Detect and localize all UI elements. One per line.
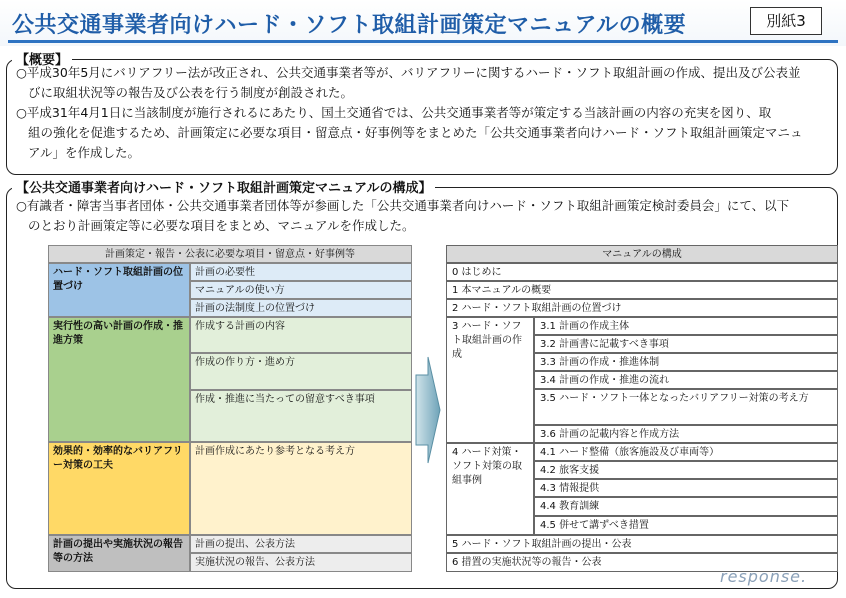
- section-0: 0 はじめに: [446, 263, 838, 281]
- right-arrow-icon: [414, 355, 442, 465]
- section-2: 2 ハード・ソフト取組計画の位置づけ: [446, 299, 838, 317]
- overview-label: 【概要】: [12, 49, 72, 68]
- overview-line-3: ○平成31年4月1日に当該制度が施行されるにあたり、国土交通省では、公共交通事業者等が策定する当該計画の内容の充実を図り、取: [16, 105, 772, 120]
- item-necessity: 計画の必要性: [190, 263, 412, 281]
- section-3-2: 3.2 計画書に記載すべき事項: [534, 335, 838, 353]
- item-submission-method: 計画の提出、公表方法: [190, 535, 412, 553]
- overview-line-1: ○平成30年5月にバリアフリー法が改正され、公共交通事業者等が、バリアフリーに関するハード・ソフト取組計画の作成、提出及び公表並: [16, 65, 801, 80]
- section-3-title: 3 ハード・ソフト取組計画の作成: [446, 317, 534, 443]
- category-submission: 計画の提出や実施状況の報告等の方法: [48, 535, 190, 572]
- section-3-6: 3.6 計画の記載内容と作成方法: [534, 425, 838, 443]
- overview-line-2: びに取組状況等の報告及び公表を行う制度が創設された。: [28, 85, 354, 100]
- category-efficient-measures: 効果的・効率的なバリアフリー対策の工夫: [48, 442, 190, 535]
- item-legal-position: 計画の法制度上の位置づけ: [190, 299, 412, 317]
- item-report-method: 実施状況の報告、公表方法: [190, 553, 412, 572]
- page-title: 公共交通事業者向けハード・ソフト取組計画策定マニュアルの概要: [12, 13, 687, 38]
- section-4-3: 4.3 情報提供: [534, 479, 838, 497]
- section-4-2: 4.2 旅客支援: [534, 461, 838, 479]
- section-6: 6 措置の実施状況等の報告・公表: [446, 553, 838, 572]
- category-effective-plan: 実行性の高い計画の作成・推進方策: [48, 317, 190, 442]
- appendix-label: 別紙3: [750, 7, 822, 35]
- section-3-5: 3.5 ハード・ソフト一体となったバリアフリー対策の考え方: [534, 389, 838, 425]
- category-positioning: ハード・ソフト取組計画の位置づけ: [48, 263, 190, 317]
- section-4-4: 4.4 教育訓練: [534, 497, 838, 516]
- section-5: 5 ハード・ソフト取組計画の提出・公表: [446, 535, 838, 553]
- section-4-1: 4.1 ハード整備（旅客施設及び車両等）: [534, 443, 838, 461]
- item-reference-ideas: 計画作成にあたり参考となる考え方: [190, 442, 412, 535]
- title-underline: [8, 40, 838, 43]
- item-notes: 作成・推進に当たっての留意すべき事項: [190, 390, 412, 442]
- section-4-title: 4 ハード対策・ソフト対策の取組事例: [446, 443, 534, 535]
- item-how-to-make: 作成の作り方・進め方: [190, 353, 412, 390]
- section-3-4: 3.4 計画の作成・推進の流れ: [534, 371, 838, 389]
- response-watermark: response.: [720, 567, 808, 586]
- section-3-1: 3.1 計画の作成主体: [534, 317, 838, 335]
- overview-line-5: アル」を作成した。: [28, 145, 141, 160]
- overview-line-4: 組の強化を促進するため、計画策定に必要な項目・留意点・好事例等をまとめた「公共交通事業者向けハード・ソフト取組計画策定マニュ: [28, 125, 803, 140]
- structure-line-1: ○有識者・障害当事者団体・公共交通事業者団体等が参画した「公共交通事業者向けハード・ソフト取組計画策定検討委員会」にて、以下: [16, 198, 790, 213]
- item-how-to-use: マニュアルの使い方: [190, 281, 412, 299]
- left-table-header: 計画策定・報告・公表に必要な項目・留意点・好事例等: [48, 245, 412, 263]
- right-table-header: マニュアルの構成: [446, 245, 838, 263]
- structure-label: 【公共交通事業者向けハード・ソフト取組計画策定マニュアルの構成】: [12, 177, 435, 196]
- item-plan-content: 作成する計画の内容: [190, 317, 412, 353]
- section-3-3: 3.3 計画の作成・推進体制: [534, 353, 838, 371]
- structure-line-2: のとおり計画策定等に必要な項目をまとめ、マニュアルを作成した。: [28, 218, 415, 233]
- section-4-5: 4.5 併せて講ずべき措置: [534, 516, 838, 535]
- section-1: 1 本マニュアルの概要: [446, 281, 838, 299]
